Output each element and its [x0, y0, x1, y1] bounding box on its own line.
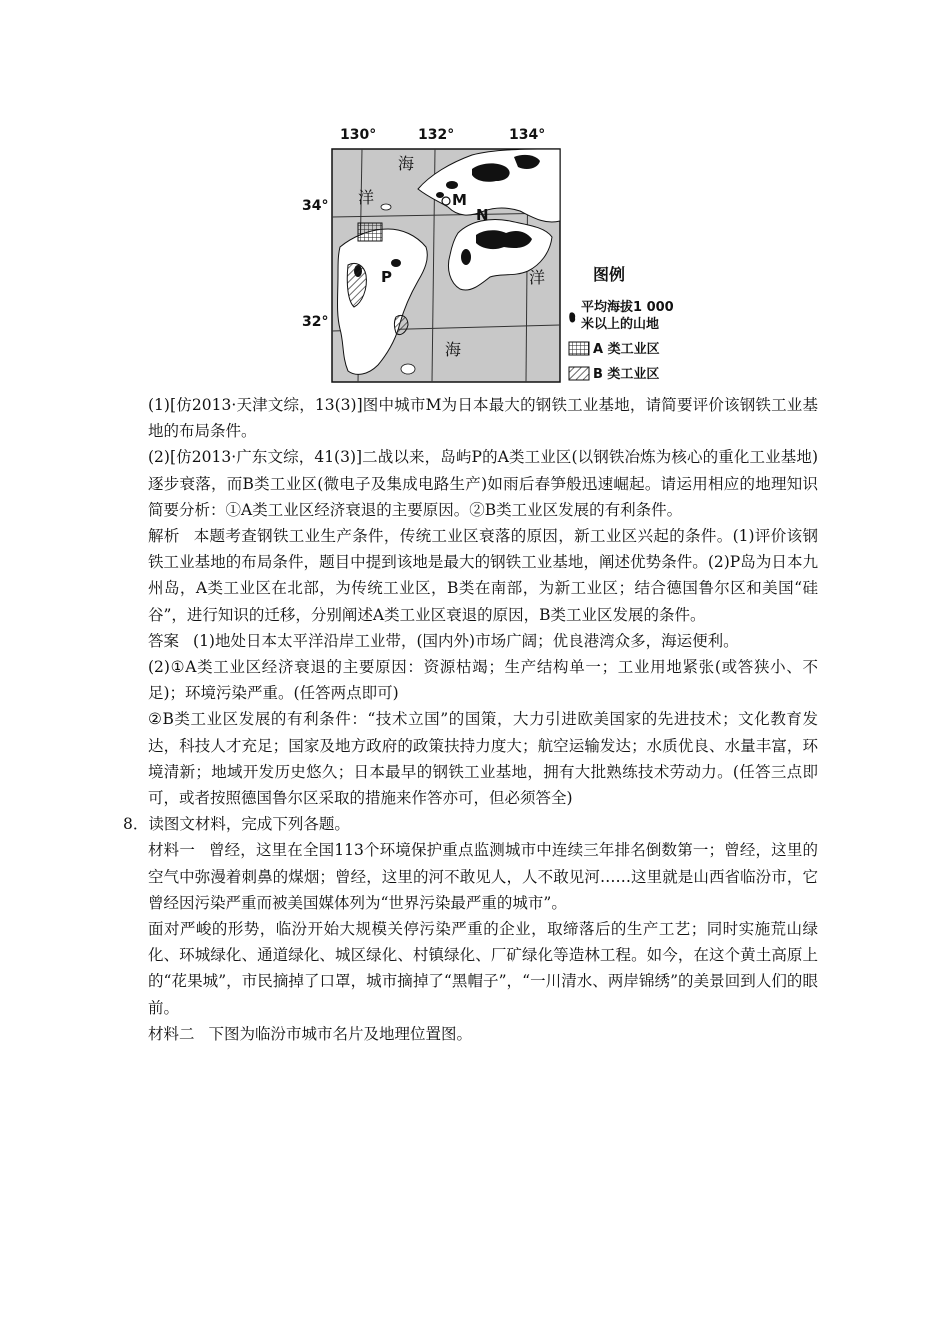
sea-label-yang-left: 洋 — [358, 188, 375, 207]
question-2: (2)[仿2013·广东文综，41(3)]二战以来，岛屿P的A类工业区(以钢铁冶炼为核心的重化工业基地)逐步衰落，而B类工业区(微电子及集成电路生产)如雨后春笋般迅速崛起。请运用相应的地理知识简要分析：①A类工业区经济衰退的主要原因。②B类工业区发展的有利条件。 — [148, 448, 818, 519]
lon-label-134: 134° — [509, 127, 546, 143]
answer-3: ②B类工业区发展的有利条件：“技术立国”的国策，大力引进欧美国家的先进技术；文化教育发达，科技人才充足；国家及地方政府的政策扶持力度大；航空运输发达；水质优良、水量丰富，环境清新；地域开发历史悠久；日本最早的钢铁工业基地，拥有大批熟练技术劳动力。(任答三点即可，或者按照德国鲁尔区采取的措施来作答亦可，但必须答全) — [148, 710, 818, 808]
material-2-label: 材料二 — [148, 1024, 195, 1043]
legend-title: 图例 — [593, 265, 626, 284]
lat-label-32: 32° — [302, 314, 329, 330]
lat-label-34: 34° — [302, 198, 329, 214]
material-1-label: 材料一 — [148, 841, 195, 860]
hatch-pattern-icon — [568, 366, 590, 381]
material-1-cont: 面对严峻的形势，临汾开始大规模关停污染严重的企业，取缔落后的生产工艺；同时实施荒山绿化、环城绿化、通道绿化、城区绿化、村镇绿化、厂矿绿化等造林工程。如今，在这个黄土高原上的“花果城”，市民摘掉了口罩，城市摘掉了“黑帽子”，“一川清水、两岸锦绣”的美景回到人们的眼前。 — [148, 920, 818, 1017]
map-figure — [300, 125, 700, 387]
answer-label: 答案 — [148, 631, 180, 650]
sea-label-hai-bottom: 海 — [445, 340, 462, 359]
question-1: (1)[仿2013·天津文综，13(3)]图中城市M为日本最大的钢铁工业基地，请简要评价该钢铁工业基地的布局条件。 — [148, 396, 818, 441]
analysis-text: 本题考查钢铁工业生产条件，传统工业区衰落的原因，新工业区兴起的条件。(1)评价该钢铁工业基地的布局条件，题目中提到该地是最大的钢铁工业基地，阐述优势条件。(2)P岛为日本九州岛，A类工业区在北部，为传统工业区，B类在南部，为新工业区；结合德国鲁尔区和美国“硅谷”，进行知识的迁移，分别阐述A类工业区衰退的原因，B类工业区发展的条件。 — [148, 527, 818, 624]
analysis — [148, 523, 818, 628]
question-content — [123, 392, 818, 1047]
answer-2: (2)①A类工业区经济衰退的主要原因：资源枯竭；生产结构单一；工业用地紧张(或答狭小、不足)；环境污染严重。(任答两点即可) — [148, 658, 818, 703]
lon-label-132: 132° — [418, 127, 455, 143]
city-m-marker — [442, 197, 450, 205]
legend-b-zone: B 类工业区 — [568, 366, 659, 383]
grid-pattern-icon — [568, 341, 590, 356]
sea-label-hai-top: 海 — [398, 154, 415, 173]
kyushu-map — [300, 125, 570, 387]
material-1: 材料一 曾经，这里在全国113个环境保护重点监测城市中连续三年排名倒数第一；曾经，这里的空气中弥漫着刺鼻的煤烟；曾经，这里的河不敢见人，人不敢见河……这里就是山西省临汾市，它曾经因污染严重而被美国媒体列为“世界污染最严重的城市”。 — [148, 841, 818, 912]
mountain-symbol-icon — [568, 311, 578, 326]
answer-1: 答案 (1)地处日本太平洋沿岸工业带，(国内外)市场广阔；优良港湾众多，海运便利。 — [148, 631, 739, 650]
city-m-label: M — [452, 191, 467, 209]
legend-a-zone: A 类工业区 — [568, 341, 660, 358]
question-8-title: 8．读图文材料，完成下列各题。 — [123, 815, 350, 834]
material-2: 材料二 下图为临汾市城市名片及地理位置图。 — [148, 1024, 473, 1043]
sea-label-yang-right: 洋 — [529, 268, 546, 287]
analysis-label: 解析 — [148, 527, 180, 546]
legend-mountain: 平均海拔1 000米以上的山地 — [568, 299, 680, 333]
point-n-label: N — [476, 206, 489, 224]
a-industrial-zone — [358, 223, 382, 241]
island-p-label: P — [381, 268, 392, 286]
lon-label-130: 130° — [340, 127, 377, 143]
